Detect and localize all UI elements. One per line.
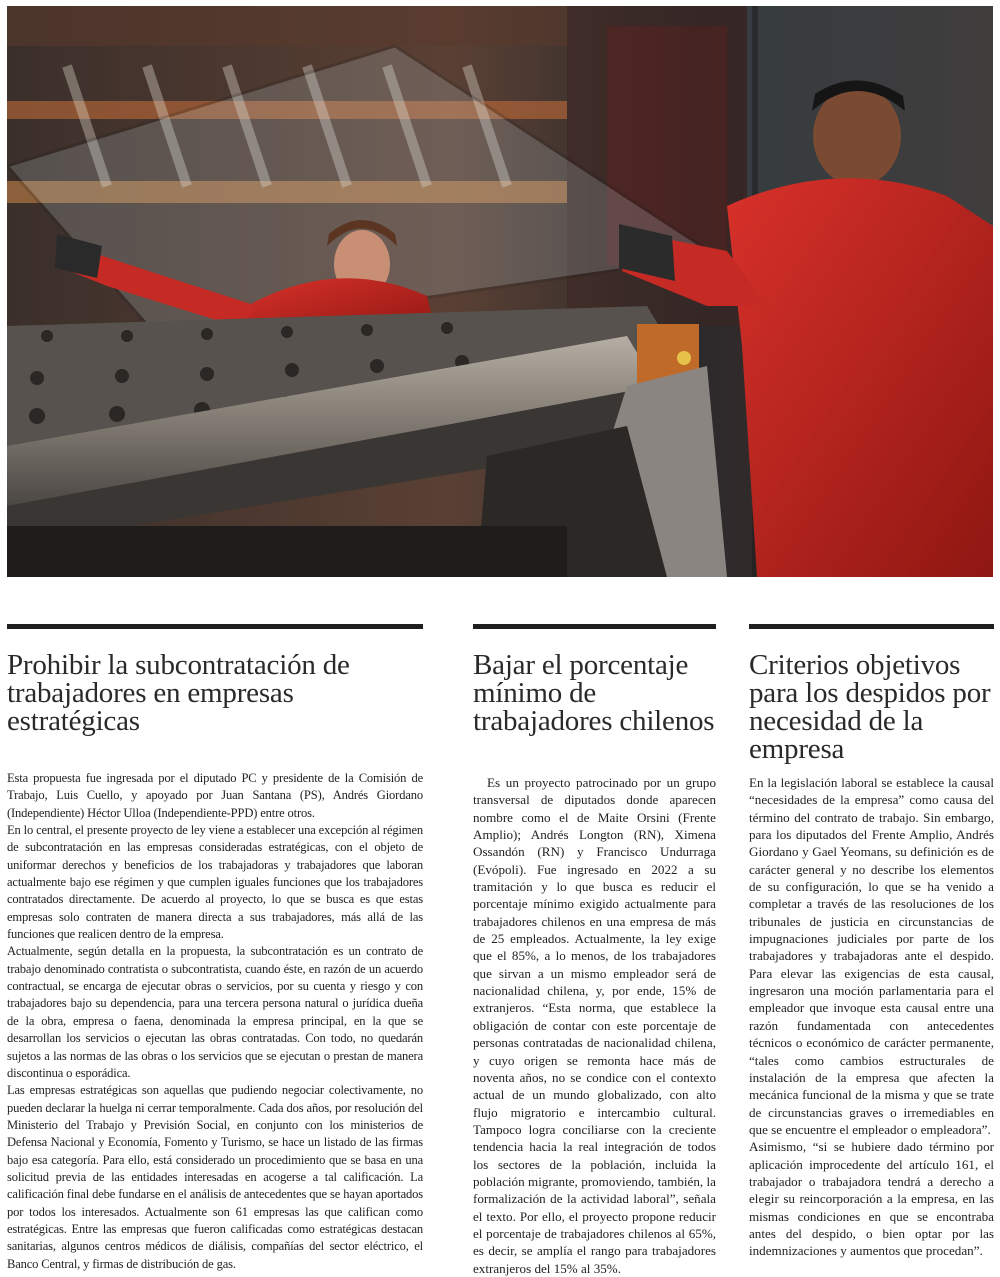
- article-paragraph: En lo central, el presente proyecto de ley viene a establecer una excepción al régimen de subcontratación en las empresas consideradas estratégicas, con el objeto de uniformar derechos y beneficios de los trabajadoras y trabajadores que laboran actualmente bajo ese régimen y que cumplen iguales funciones que los trabajadores contratados directamente. De acuerdo al proyecto, lo que se busca es que estas empresas solo contraten de manera directa a sus trabajadores, más allá de las funciones que realicen dentro de la empresa.: [7, 823, 423, 942]
- article-paragraph: Las empresas estratégicas son aquellas que pudiendo negociar colectivamente, no pueden declarar la huelga ni cerrar temporalmente. Cada dos años, por resolución del Ministerio del Trabajo y Previsión Social, en conjunto con los ministerios de Defensa Nacional y Economía, Fomento y Turismo, se hace un listado de las firmas bajo esa categoría. Para ello, está considerado un procedimiento que se basa en una solicitud previa de las entidades interesadas en acogerse a tal calificación. La calificación final debe fundarse en el análisis de antecedentes que se hayan aportados por todos los interesados. Actualmente son 61 empresas las que califican como estratégicas. Entre las empresas que fueron calificadas como estratégicas destacan sanitarias, algunos centros médicos de diálisis, compañías del sector eléctrico, el Banco Central, y firmas de distribución de gas.: [7, 1083, 423, 1271]
- column-rule: [749, 624, 994, 629]
- article-subcontratacion: [7, 624, 423, 1271]
- article-photo: [7, 6, 993, 577]
- article-headline: Prohibir la subcontratación de trabajadores en empresas estratégicas: [7, 649, 350, 737]
- article-body: [7, 770, 423, 1273]
- column-rule: [7, 624, 423, 629]
- column-rule: [473, 624, 716, 629]
- article-body: [749, 774, 994, 1260]
- article-headline: Bajar el porcentaje mínimo de trabajadores chilenos: [473, 649, 715, 737]
- article-criterios-despidos: [749, 624, 994, 1259]
- article-body: [473, 774, 716, 1277]
- article-porcentaje-chilenos: [473, 624, 716, 1276]
- article-paragraph: Es un proyecto patrocinado por un grupo transversal de diputados donde aparecen nombre como el de Maite Orsini (Frente Amplio); Andrés Longton (RN), Ximena Ossandón (RN) y Francisco Undurraga (Evópoli). Fue ingresado en 2022 a su tramitación y lo que busca es reducir el porcentaje mínimo exigido actualmente para trabajadores chilenos en una empresa de más de 25 empleados. Actualmente, la ley exige que el 85%, a lo menos, de los trabajadores que sirvan a un mismo empleador será de nacionalidad chilena, y, por ende, 15% de extranjeros. “Esta norma, que establece la obligación de contar con este porcentaje de personas contratadas de nacionalidad chilena, y cuyo origen se remonta hace más de noventa años, no se condice con el contexto actual de un mundo globalizado, con alto flujo migratorio e intercambio cultural. Tampoco logra conciliarse con la creciente tendencia hacia la real integración de todos los sectores de la población, incluida la población migrante, promoviendo, también, la formalización de la actividad laboral”, señala el texto. Por ello, el proyecto propone reducir el porcentaje de trabajadores chilenos al 65%, es decir, se amplía el rango para trabajadores extranjeros del 15% al 35%.: [473, 775, 716, 1276]
- article-headline: Criterios objetivos para los despidos por necesidad de la empresa: [749, 649, 991, 765]
- article-paragraph: Actualmente, según detalla en la propuesta, la subcontratación es un contrato de trabajo denominado contratista o subcontratista, cuando éste, en razón de un acuerdo contractual, se encarga de ejecutar obras o servicios, por su cuenta y riesgo y con trabajadores bajo su dependencia, para una tercera persona natural o jurídica dueña de la obra, empresa o faena, denominada la empresa principal, en la que se desarrollan los servicios o ejecutan las obras contratadas. Con todo, no quedarán sujetos a las normas de las obras o los servicios que se ejecutan o prestan de manera discontinua o esporádica.: [7, 944, 423, 1080]
- article-paragraph: Esta propuesta fue ingresada por el diputado PC y presidente de la Comisión de Trabajo, Luis Cuello, y apoyado por Juan Santana (PS), Andrés Giordano (Independiente) Héctor Ulloa (Independiente-PPD) entre otros.: [7, 771, 423, 820]
- article-paragraph: Asimismo, “si se hubiere dado término por aplicación improcedente del artículo 161, el trabajador o trabajadora tendrá a derecho a elegir su reincorporación a la empresa, en las mismas condiciones en que se encontraba antes del despido, o bien optar por las indemnizaciones y aumentos que procedan”.: [749, 1139, 994, 1259]
- article-paragraph: En la legislación laboral se establece la causal “necesidades de la empresa” como causa del término del contrato de trabajo. Sin embargo, para los diputados del Frente Amplio, Andrés Giordano y Gael Yeomans, su definición es de carácter general y no describe los elementos de su configuración, lo que se ha venido a completar a través de las resoluciones de los tribunales de justicia en circunstancias de impugnaciones judiciales por parte de los trabajadores y trabajadoras ante el despido. Para elevar las exigencias de esta causal, ingresaron una moción parlamentaria para el empleador que invoque esta causal entre una razón fundamentada con antecedentes técnicos o económico de carácter permanente, “tales como cambios estructurales de instalación de la empresa que afecten la mecánica funcional de la misma y que se trate de circunstancias graves o irremediables en que se encuentre el empleador o empleadora”.: [749, 775, 994, 1137]
- photo-illustration: [7, 6, 993, 577]
